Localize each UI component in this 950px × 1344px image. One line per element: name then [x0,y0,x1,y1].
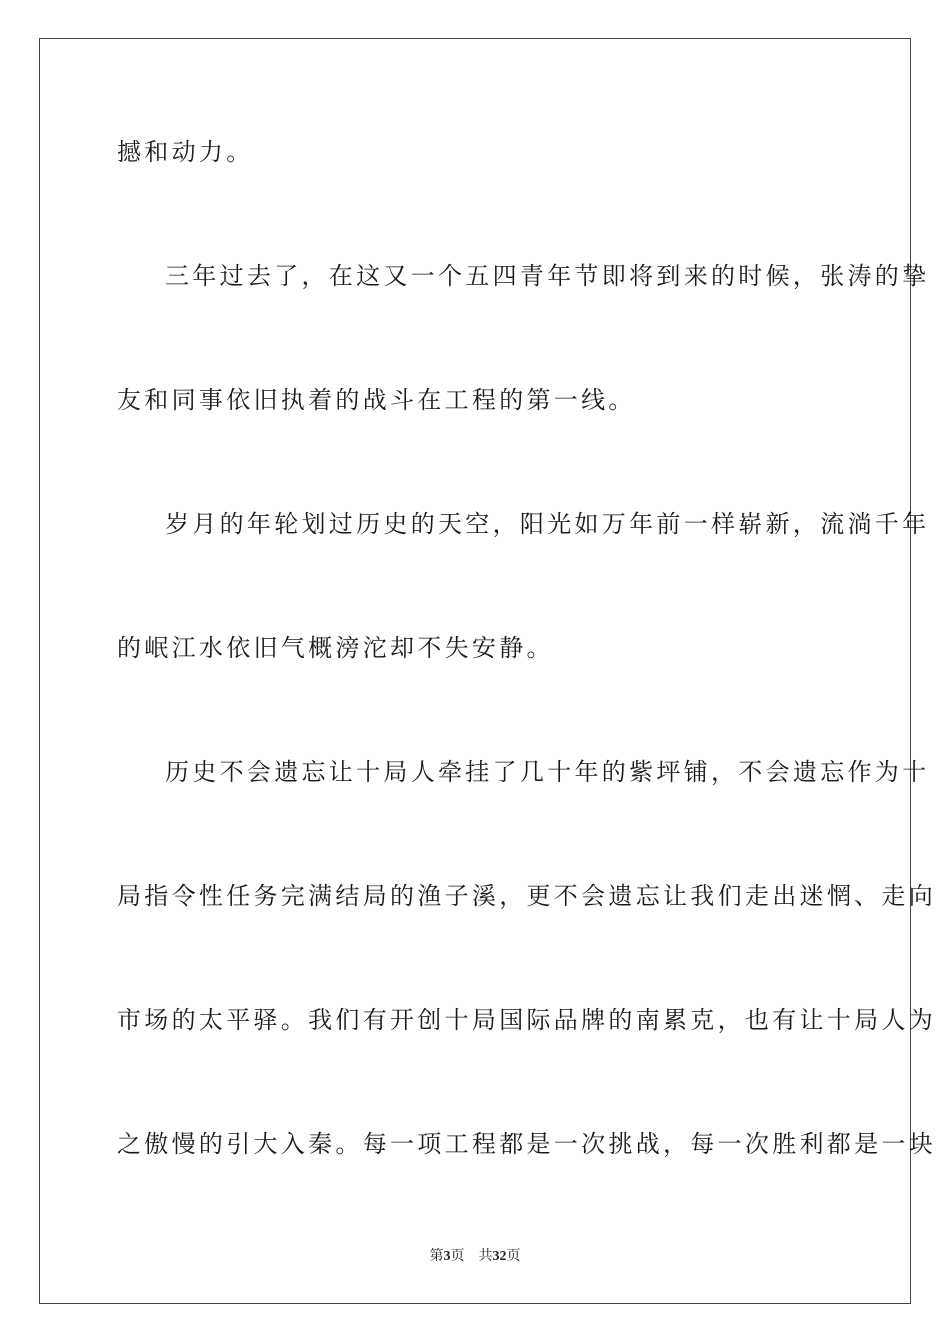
text-line-4: 岁月的年轮划过历史的天空，阳光如万年前一样崭新，流淌千年 [165,510,930,538]
page-prefix: 第 [429,1249,444,1264]
text-line-7: 局指令性任务完满结局的渔子溪，更不会遗忘让我们走出迷惘、走向 [117,882,936,910]
text-line-1: 撼和动力。 [117,138,254,166]
page-suffix: 页 [450,1249,465,1264]
total-prefix: 共 [478,1249,493,1264]
text-line-8: 市场的太平驿。我们有开创十局国际品牌的南累克，也有让十局人为 [117,1006,936,1034]
text-line-9: 之傲慢的引大入秦。每一项工程都是一次挑战，每一次胜利都是一块 [117,1130,936,1158]
total-pages: 32 [492,1249,507,1264]
text-line-6: 历史不会遗忘让十局人牵挂了几十年的紫坪铺，不会遗忘作为十 [165,758,930,786]
text-line-3: 友和同事依旧执着的战斗在工程的第一线。 [117,386,636,414]
text-line-2: 三年过去了，在这又一个五四青年节即将到来的时候，张涛的挚 [165,262,930,290]
total-suffix: 页 [506,1249,521,1264]
page-footer [0,1248,950,1266]
text-line-5: 的岷江水依旧气概滂沱却不失安静。 [117,634,554,662]
page-frame [39,38,911,1304]
page-number: 3 [443,1249,451,1264]
